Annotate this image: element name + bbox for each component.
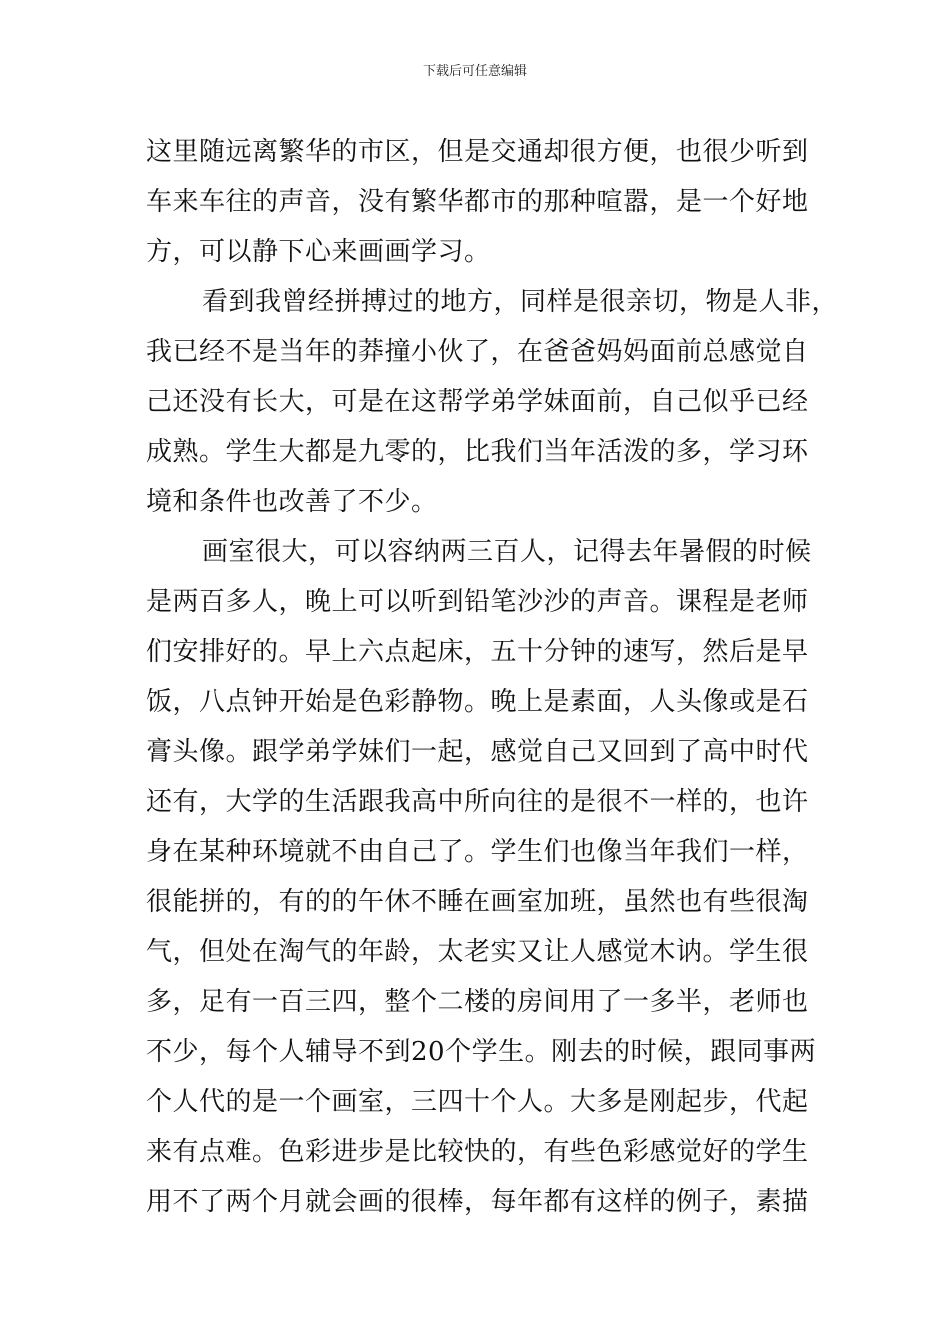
document-body xyxy=(146,127,839,1227)
text-line: 们安排好的。早上六点起床，五十分钟的速写，然后是早 xyxy=(146,637,809,667)
paragraph-start-line: 画室很大，可以容纳两三百人，记得去年暑假的时候 xyxy=(202,537,812,567)
text-line: 很能拼的，有的的午休不睡在画室加班，虽然也有些很淘 xyxy=(146,887,809,917)
page-header-note: 下载后可任意编辑 xyxy=(422,64,527,79)
text-line: 来有点难。色彩进步是比较快的，有些色彩感觉好的学生 xyxy=(146,1137,809,1167)
text-line: 不少，每个人辅导不到20个学生。刚去的时候，跟同事两 xyxy=(146,1037,817,1067)
text-line: 己还没有长大，可是在这帮学弟学妹面前，自己似乎已经 xyxy=(146,387,809,417)
text-line: 用不了两个月就会画的很棒，每年都有这样的例子，素描 xyxy=(146,1187,809,1217)
text-line: 饭，八点钟开始是色彩静物。晚上是素面，人头像或是石 xyxy=(146,687,809,717)
text-line: 膏头像。跟学弟学妹们一起，感觉自己又回到了高中时代 xyxy=(146,737,809,767)
text-line: 多，足有一百三四，整个二楼的房间用了一多半，老师也 xyxy=(146,987,809,1017)
text-line: 方，可以静下心来画画学习。 xyxy=(146,237,491,267)
text-line: 气，但处在淘气的年龄，太老实又让人感觉木讷。学生很 xyxy=(146,937,809,967)
text-line: 还有，大学的生活跟我高中所向往的是很不一样的，也许 xyxy=(146,787,809,817)
text-line: 这里随远离繁华的市区，但是交通却很方便，也很少听到 xyxy=(146,137,809,167)
text-line: 我已经不是当年的莽撞小伙了，在爸爸妈妈面前总感觉自 xyxy=(146,337,809,367)
text-line: 身在某种环境就不由自己了。学生们也像当年我们一样， xyxy=(146,837,809,867)
paragraph-start-line: 看到我曾经拼搏过的地方，同样是很亲切，物是人非， xyxy=(202,287,839,317)
text-line: 车来车往的声音，没有繁华都市的那种喧嚣，是一个好地 xyxy=(146,187,809,217)
text-line: 是两百多人，晚上可以听到铅笔沙沙的声音。课程是老师 xyxy=(146,587,809,617)
text-line: 个人代的是一个画室，三四十个人。大多是刚起步，代起 xyxy=(146,1087,809,1117)
text-line: 境和条件也改善了不少。 xyxy=(146,487,438,517)
text-line: 成熟。学生大都是九零的，比我们当年活泼的多，学习环 xyxy=(146,437,809,467)
